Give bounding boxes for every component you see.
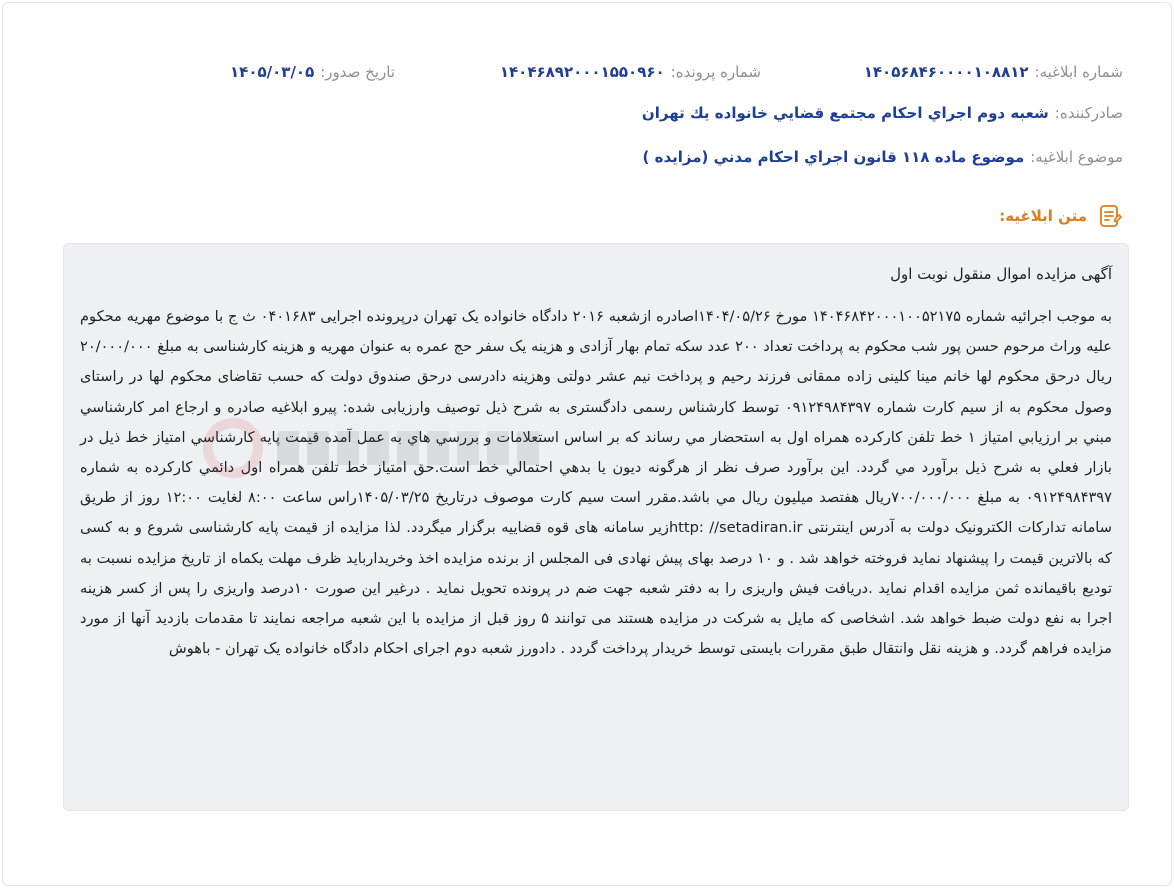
issue-date-label: تاریخ صدور: xyxy=(320,63,395,81)
case-number-value: ۱۴۰۴۶۸۹۲۰۰۰۱۵۵۰۹۶۰ xyxy=(499,63,665,81)
case-number xyxy=(500,63,761,81)
notice-content-box xyxy=(63,243,1129,811)
meta-row-subject xyxy=(51,143,1123,171)
issuer-label: صادرکننده: xyxy=(1054,104,1123,122)
notice-number-label: شماره ابلاغیه: xyxy=(1034,63,1123,81)
meta-row-issuer xyxy=(51,99,1123,127)
issuer-value: شعبه دوم اجراي احكام مجتمع قضايي خانواده يك تهران xyxy=(641,104,1049,122)
issue-date xyxy=(230,63,395,81)
issue-date-value: ۱۴۰۵/۰۳/۰۵ xyxy=(230,63,315,81)
content-title: آگهی مزایده اموال منقول نوبت اول xyxy=(890,265,1112,283)
meta-row-numbers xyxy=(51,58,1123,86)
section-title xyxy=(999,203,1123,229)
notice-card xyxy=(2,2,1172,886)
subject-label: موضوع ابلاغیه: xyxy=(1030,148,1123,166)
document-icon xyxy=(1097,203,1123,229)
content-body: به موجب اجرائیه شماره ۱۴۰۴۶۸۴۲۰۰۰۱۰۰۵۲۱۷۵ مورخ ۱۴۰۴/۰۵/۲۶اصادره ازشعبه ۲۰۱۶ دادگاه خانواده یک تهران درپرونده اجرایی ۰۴۰۱۶۸۳ ث ج با موضوع مهریه محکوم علیه وراث مرحوم حسن پور شب محکوم به پرداخت تعداد ۲۰۰ عدد سکه تمام بهار آزادی و هزینه یک سفر حج عمره به عنوان مهریه و هزینه کارشناسی به مبلغ ۲۰/۰۰۰/۰۰۰ ریال درحق محکوم لها خانم مینا کلینی زاده ممقانی فرزند رحیم و پرداخت نیم عشر دولتی وهزینه دادرسی درحق صندوق دولت که حسب تقاضای محکوم لها در راستای وصول محکوم به از سیم کارت شماره ۰۹۱۲۴۹۸۴۳۹۷ توسط کارشناس رسمی دادگستری به شرح ذیل توصیف وارزیابی شده: پیرو ابلاغیه صادره و ارجاع امر کارشناسي مبني بر ارزيابي امتياز ۱ خط تلفن کارکرده همراه اول به استحضار مي رساند که بر اساس استعلامات و بررسي هاي به عمل آمده قيمت پايه کارشناسي امتياز خط ذيل در بازار فعلي به شرح ذيل برآورد مي گردد. اين برآورد صرف نظر از هرگونه ديون يا بدهي احتمالي خط است.حق امتیاز خط تلفن همراه اول دائمي کارکرده به شماره ۰۹۱۲۴۹۸۴۳۹۷ به مبلغ ۷۰۰/۰۰۰/۰۰۰ریال هفتصد ميليون ريال مي باشد.مقرر است سیم کارت موصوف درتاریخ ۱۴۰۵/۰۳/۲۵راس ساعت ۸:۰۰ لغایت ۱۲:۰۰ روز از طریق سامانه تدارکات الکترونیک دولت به آدرس اینترنتی http: //setadiran.irزیر سامانه های قوه قضاییه برگزار میگردد. لذا مزایده از قیمت پایه کارشناسی شروع و به کسی که بالاترین قیمت را پیشنهاد نماید فروخته خواهد شد . و ۱۰ درصد بهای پیش نهادی فی المجلس از برنده مزایده اخذ وخریدارباید ظرف مهلت یکماه از تاریخ مزایده نسبت به توديع باقيمانده ثمن مزايده اقدام نمايد .دریافت فیش واریزی را به دفتر شعبه جهت ضم در پرونده تحویل نماید . درغیر این صورت ۱۰درصد واریزی را پس از کسر هزینه اجرا به نفع دولت ضبط خواهد شد. اشخاصی که مایل به شرکت در مزایده هستند می توانند ۵ روز قبل از مزایده با این شعبه مراجعه نمایند تا مقدمات بازدید آنها از مورد مزایده فراهم گردد. و هزینه نقل وانتقال طبق مقررات بایستی توسط خریدار پرداخت گردد . دادورز شعبه دوم اجرای احکام دادگاه خانواده یک تهران - باهوش xyxy=(80,308,1113,658)
subject-value: موضوع ماده ۱۱۸ قانون اجراي احكام مدني (مزايده ) xyxy=(642,148,1025,166)
notice-number-value: ۱۴۰۵۶۸۴۶۰۰۰۰۱۰۸۸۱۲ xyxy=(863,63,1029,81)
case-number-label: شماره پرونده: xyxy=(670,63,761,81)
section-title-label: متن ابلاغیه: xyxy=(999,207,1087,225)
notice-number xyxy=(864,63,1123,81)
